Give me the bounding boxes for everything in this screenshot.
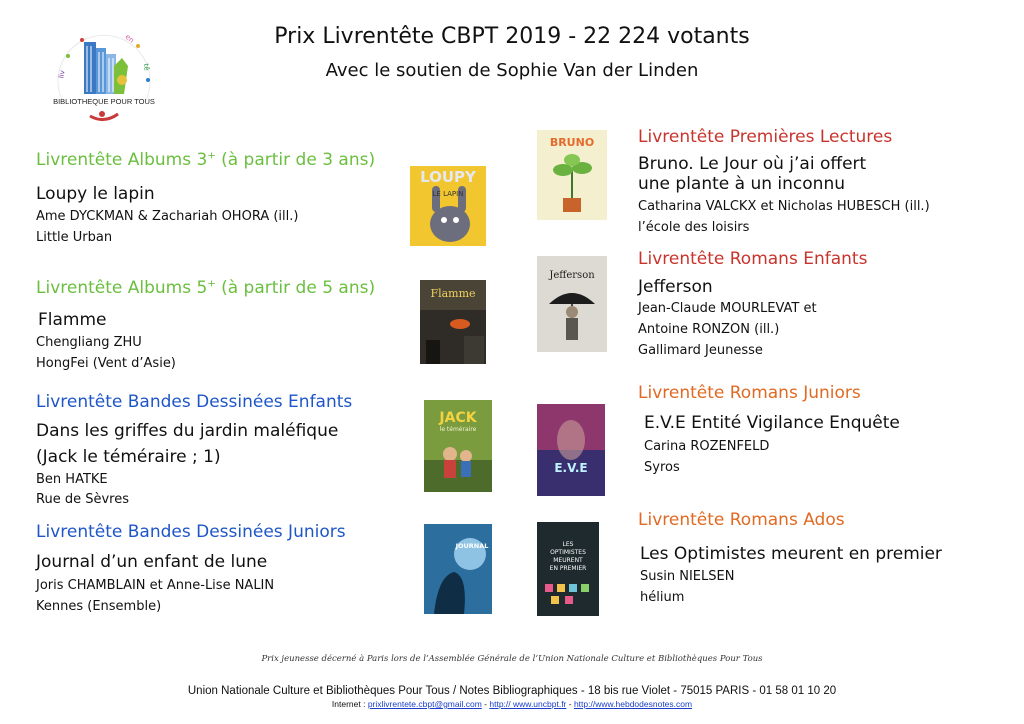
book-title: Flamme bbox=[38, 310, 107, 330]
email-link[interactable]: prixlivrentete.cbpt@gmail.com bbox=[367, 699, 482, 709]
category-bd-juniors: Livrentête Bandes Dessinées Juniors bbox=[36, 522, 346, 542]
svg-text:LES: LES bbox=[562, 541, 574, 548]
hebdodesnotes-link[interactable]: http://www.hebdodesnotes.com bbox=[573, 699, 693, 709]
footer-note: Prix jeunesse décerné à Paris lors de l’Assemblée Générale de l’Union Nationale Culture et Bibliothèques Pour Tous bbox=[261, 654, 763, 664]
link-separator: - bbox=[481, 699, 490, 709]
book-author: Joris CHAMBLAIN et Anne-Lise NALIN bbox=[36, 578, 275, 593]
book-cover-eve bbox=[537, 404, 605, 496]
svg-text:Jefferson: Jefferson bbox=[549, 270, 595, 281]
book-title: E.V.E Entité Vigilance Enquête bbox=[644, 413, 900, 433]
category-romans-juniors: Livrentête Romans Juniors bbox=[638, 383, 861, 403]
book-cover-flamme bbox=[420, 280, 486, 364]
book-publisher: Syros bbox=[644, 460, 680, 475]
bibliotheque-pour-tous-logo bbox=[52, 22, 156, 126]
book-author: Chengliang ZHU bbox=[36, 335, 142, 350]
book-publisher: Little Urban bbox=[36, 230, 113, 245]
svg-text:Flamme: Flamme bbox=[430, 287, 476, 300]
svg-text:en: en bbox=[123, 32, 136, 45]
book-publisher: l’école des loisirs bbox=[638, 220, 750, 235]
logo-caption: BIBLIOTHEQUE POUR TOUS bbox=[53, 97, 155, 106]
book-author: Catharina VALCKX et Nicholas HUBESCH (ill.) bbox=[638, 199, 930, 214]
book-author: Jean-Claude MOURLEVAT et bbox=[638, 301, 817, 316]
footer-address: Union Nationale Culture et Bibliothèques Pour Tous / Notes Bibliographiques - 18 bis rue Violet - 75015 PARIS - 01 58 01 10 20 bbox=[187, 685, 837, 697]
svg-text:tê: tê bbox=[141, 62, 151, 72]
page-subtitle: Avec le soutien de Sophie Van der Linden bbox=[325, 60, 699, 81]
book-publisher: HongFei (Vent d’Asie) bbox=[36, 356, 176, 371]
book-publisher: Kennes (Ensemble) bbox=[36, 599, 162, 614]
uncbpt-link[interactable]: http:// www.uncbpt.fr bbox=[489, 699, 567, 709]
book-cover-jack bbox=[424, 400, 492, 492]
svg-text:LOUPY: LOUPY bbox=[420, 168, 476, 186]
book-title: Loupy le lapin bbox=[36, 184, 155, 204]
book-author: Ben HATKE bbox=[36, 472, 108, 487]
book-title: Les Optimistes meurent en premier bbox=[640, 544, 942, 564]
category-bd-enfants: Livrentête Bandes Dessinées Enfants bbox=[36, 392, 353, 412]
book-cover-journal bbox=[424, 524, 492, 614]
book-title-line2: (Jack le téméraire ; 1) bbox=[36, 447, 221, 467]
category-albums-3: Livrentête Albums 3+ (à partir de 3 ans) bbox=[36, 150, 376, 170]
svg-text:le téméraire: le téméraire bbox=[439, 426, 477, 433]
category-romans-ados: Livrentête Romans Ados bbox=[638, 510, 845, 530]
book-cover-loupy bbox=[410, 166, 486, 246]
svg-text:E.V.E: E.V.E bbox=[554, 461, 588, 475]
book-author: Carina ROZENFELD bbox=[644, 439, 770, 454]
category-albums-5: Livrentête Albums 5+ (à partir de 5 ans) bbox=[36, 278, 376, 298]
svg-text:EN PREMIER: EN PREMIER bbox=[549, 565, 587, 572]
category-premieres-lectures: Livrentête Premières Lectures bbox=[638, 127, 893, 147]
book-author: Susin NIELSEN bbox=[640, 569, 735, 584]
svg-text:OPTIMISTES: OPTIMISTES bbox=[550, 549, 586, 556]
svg-text:MEURENT: MEURENT bbox=[553, 557, 583, 564]
footer-links bbox=[0, 699, 1024, 709]
svg-text:JOURNAL: JOURNAL bbox=[455, 542, 489, 550]
book-title: Journal d’un enfant de lune bbox=[36, 552, 268, 572]
svg-text:LE LAPIN: LE LAPIN bbox=[432, 190, 464, 198]
svg-text:JACK: JACK bbox=[439, 410, 477, 426]
book-title: Jefferson bbox=[638, 277, 713, 297]
book-publisher: Rue de Sèvres bbox=[36, 492, 129, 507]
svg-text:BRUNO: BRUNO bbox=[549, 136, 595, 149]
book-author: Ame DYCKMAN & Zachariah OHORA (ill.) bbox=[36, 209, 299, 224]
book-publisher: Gallimard Jeunesse bbox=[638, 343, 763, 358]
page-title: Prix Livrentête CBPT 2019 - 22 224 votants bbox=[274, 24, 750, 49]
svg-text:liv: liv bbox=[57, 69, 67, 79]
book-cover-optimistes bbox=[537, 522, 599, 616]
category-romans-enfants: Livrentête Romans Enfants bbox=[638, 249, 868, 269]
book-title: Dans les griffes du jardin maléfique bbox=[36, 421, 339, 441]
book-cover-jefferson bbox=[537, 256, 607, 352]
book-cover-bruno bbox=[537, 130, 607, 220]
link-separator: - bbox=[566, 699, 574, 709]
book-author-line2: Antoine RONZON (ill.) bbox=[638, 322, 780, 337]
book-title-line2: une plante à un inconnu bbox=[638, 174, 845, 194]
book-publisher: hélium bbox=[640, 590, 685, 605]
book-title: Bruno. Le Jour où j’ai offert bbox=[638, 154, 867, 174]
internet-label: Internet : bbox=[331, 699, 368, 709]
